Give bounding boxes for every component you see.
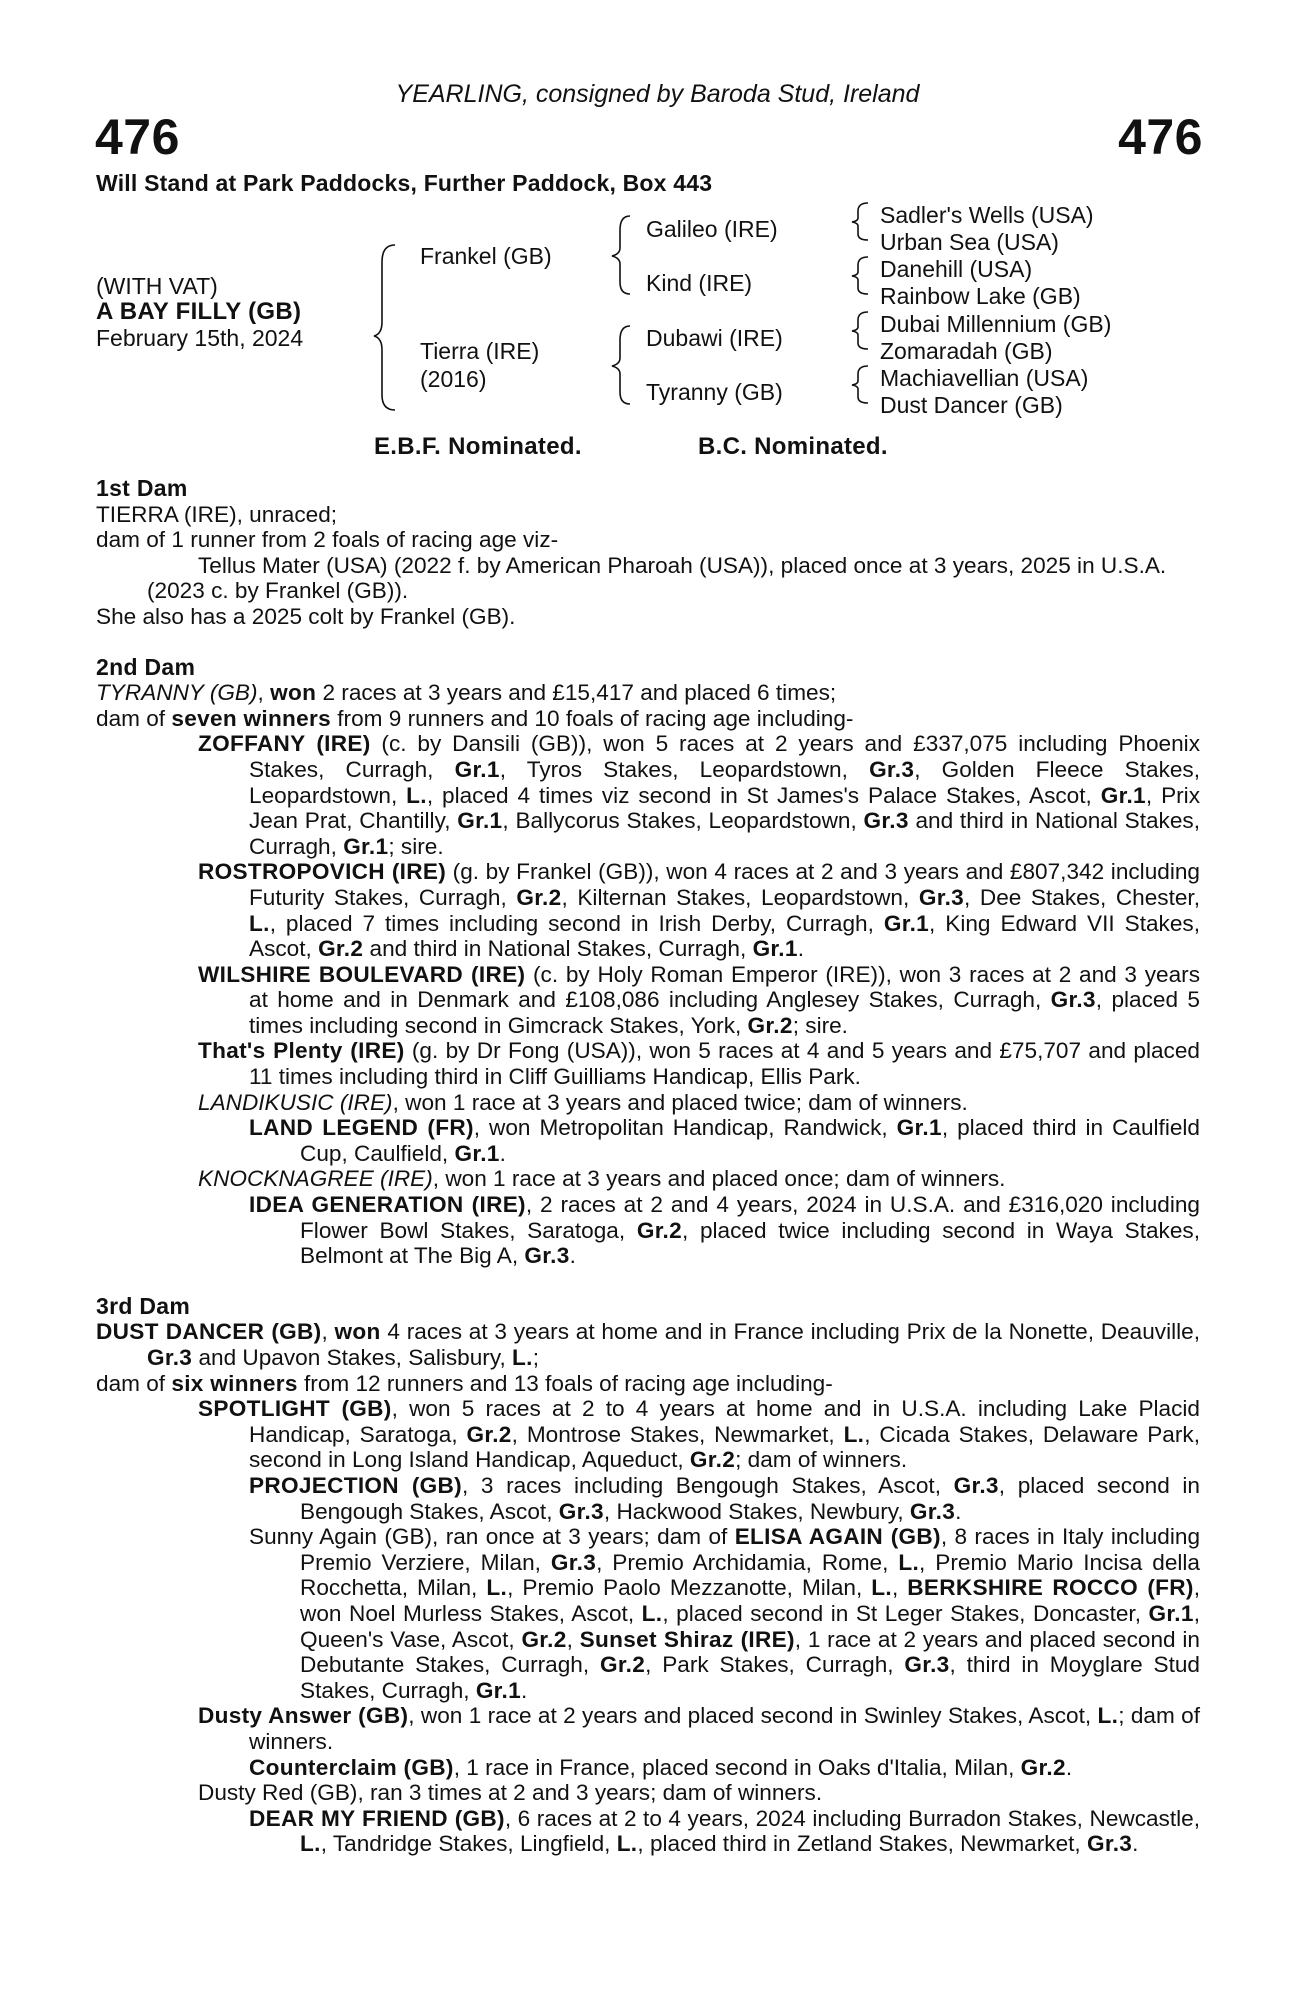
produce-entry: Sunny Again (GB), ran once at 3 years; dam of ELISA AGAIN (GB), 8 races in Italy including Premio Verziere, Milan, Gr.3, Premio Archidamia, Rome, L., Premio Mario Incisa della Rocchetta, Milan, L., Premio Paolo Mezzanotte, Milan, L., BERKSHIRE ROCCO (FR), won Noel Murless Stakes, Ascot, L., placed second in St Leger Stakes, Doncaster, Gr.1, Queen's Vase, Ascot, Gr.2, Sunset Shiraz (IRE), 1 race at 2 years and placed second in Debutante Stakes, Curragh, Gr.2, Park Stakes, Curragh, Gr.3, third in Moyglare Stud Stakes, Curragh, Gr.1. (249, 1524, 1201, 1703)
produce-entry: IDEA GENERATION (IRE), 2 races at 2 and 4 years, 2024 in U.S.A. and £316,020 including Flower Bowl Stakes, Saratoga, Gr.2, placed twice including second in Waya Stakes, Belmont at The Big A, Gr.3. (249, 1192, 1200, 1269)
produce-entry: Dusty Answer (GB), won 1 race at 2 years and placed second in Swinley Stakes, Ascot, L.; dam of winners. (198, 1703, 1200, 1754)
produce-entry: LANDIKUSIC (IRE), won 1 race at 3 years and placed twice; dam of winners. (198, 1089, 968, 1115)
pedigree-table (0, 0, 1315, 470)
second-dam-heading: 2nd Dam (96, 653, 196, 680)
produce-entry: ZOFFANY (IRE) (c. by Dansili (GB)), won 5 races at 2 years and £337,075 including Phoenix Stakes, Curragh, Gr.1, Tyros Stakes, Leopardstown, Gr.3, Golden Fleece Stakes, Leopardstown, L., placed 4 times viz second in St James's Palace Stakes, Ascot, Gr.1, Prix Jean Prat, Chantilly, Gr.1, Ballycorus Stakes, Leopardstown, Gr.3 and third in National Stakes, Curragh, Gr.1; sire. (198, 731, 1201, 859)
family-text (96, 476, 1200, 1857)
third-gen-8: Dust Dancer (GB) (880, 392, 1063, 418)
third-gen-5: Dubai Millennium (GB) (880, 311, 1112, 337)
produce-entry: Tellus Mater (USA) (2022 f. by American Pharoah (USA)), placed once at 3 years, 2025 in U.S.A. (198, 552, 1167, 578)
dam-year: (2016) (420, 366, 487, 392)
produce-entry: ROSTROPOVICH (IRE) (g. by Frankel (GB)), won 4 races at 2 and 3 years and £807,342 including Futurity Stakes, Curragh, Gr.2, Kilternan Stakes, Leopardstown, Gr.3, Dee Stakes, Chester, L., placed 7 times including second in Irish Derby, Curragh, Gr.1, King Edward VII Stakes, Ascot, Gr.2 and third in National Stakes, Curragh, Gr.1. (198, 859, 1200, 962)
produce-entry: Counterclaim (GB), 1 race in France, placed second in Oaks d'Italia, Milan, Gr.2. (249, 1754, 1073, 1780)
produce-entry: PROJECTION (GB), 3 races including Bengough Stakes, Ascot, Gr.3, placed second in Bengough Stakes, Ascot, Gr.3, Hackwood Stakes, Newbury, Gr.3. (249, 1472, 1200, 1524)
second-dam-line: TYRANNY (GB), won 2 races at 3 years and £15,417 and placed 6 times; (96, 680, 837, 706)
third-gen-6: Zomaradah (GB) (880, 338, 1053, 364)
consignment-line: YEARLING, consigned by Baroda Stud, Ireland (395, 80, 920, 108)
third-dam-heading: 3rd Dam (96, 1292, 191, 1319)
produce-entry: (2023 c. by Frankel (GB)). (147, 578, 409, 604)
produce-entry: That's Plenty (IRE) (g. by Dr Fong (USA)), won 5 races at 4 and 5 years and £75,707 and placed 11 times including third in Cliff Guilliams Handicap, Ellis Park. (198, 1038, 1200, 1090)
dam-sire: Dubawi (IRE) (646, 325, 783, 351)
third-dam-line: DUST DANCER (GB), won 4 races at 3 years at home and in France including Prix de la Nonette, Deauville, Gr.3 and Upavon Stakes, Salisbury, L.; (96, 1319, 1200, 1370)
third-dam-produce-line: dam of six winners from 12 runners and 13 foals of racing age including- (96, 1370, 833, 1396)
third-gen-4: Rainbow Lake (GB) (880, 283, 1081, 309)
lot-number-right: 476 (1118, 109, 1203, 165)
first-dam-produce-line: dam of 1 runner from 2 foals of racing age viz- (96, 527, 559, 553)
produce-entry: DEAR MY FRIEND (GB), 6 races at 2 to 4 years, 2024 including Burradon Stakes, Newcastle, L., Tandridge Stakes, Lingfield, L., placed third in Zetland Stakes, Newmarket, Gr.3. (249, 1805, 1200, 1857)
third-gen-1: Sadler's Wells (USA) (880, 202, 1094, 228)
produce-entry: Dusty Red (GB), ran 3 times at 2 and 3 years; dam of winners. (198, 1780, 823, 1806)
produce-entry: KNOCKNAGREE (IRE), won 1 race at 3 years and placed once; dam of winners. (198, 1166, 1006, 1192)
ebf-nomination: E.B.F. Nominated. (374, 433, 582, 460)
produce-entry: WILSHIRE BOULEVARD (IRE) (c. by Holy Roman Emperor (IRE)), won 3 races at 2 and 3 years at home and in Denmark and £108,086 including Anglesey Stakes, Curragh, Gr.3, placed 5 times including second in Gimcrack Stakes, York, Gr.2; sire. (198, 961, 1200, 1038)
horse-name: A BAY FILLY (GB) (96, 298, 302, 325)
bc-nomination: B.C. Nominated. (698, 433, 888, 460)
first-dam-heading: 1st Dam (96, 475, 188, 501)
dam-dam: Tyranny (GB) (646, 379, 783, 405)
sire-dam: Kind (IRE) (646, 270, 753, 296)
first-dam-line: TIERRA (IRE), unraced; (96, 501, 338, 527)
produce-note: She also has a 2025 colt by Frankel (GB). (96, 603, 516, 629)
dam: Tierra (IRE) (420, 338, 540, 364)
third-gen-3: Danehill (USA) (880, 256, 1033, 282)
vat-note: (WITH VAT) (96, 273, 218, 299)
second-dam-produce-line: dam of seven winners from 9 runners and 10 foals of racing age including- (96, 705, 854, 731)
third-gen-7: Machiavellian (USA) (880, 365, 1089, 391)
sire-sire: Galileo (IRE) (646, 216, 778, 242)
third-gen-2: Urban Sea (USA) (880, 229, 1059, 255)
foaling-date: February 15th, 2024 (96, 325, 304, 351)
sire: Frankel (GB) (420, 243, 552, 269)
produce-entry: SPOTLIGHT (GB), won 5 races at 2 to 4 years at home and in U.S.A. including Lake Placid Handicap, Saratoga, Gr.2, Montrose Stakes, Newmarket, L., Cicada Stakes, Delaware Park, second in Long Island Handicap, Aqueduct, Gr.2; dam of winners. (198, 1396, 1201, 1473)
lot-number-left: 476 (95, 109, 180, 165)
produce-entry: LAND LEGEND (FR), won Metropolitan Handicap, Randwick, Gr.1, placed third in Caulfield Cup, Caulfield, Gr.1. (249, 1115, 1201, 1166)
stabling-location: Will Stand at Park Paddocks, Further Paddock, Box 443 (96, 170, 713, 196)
